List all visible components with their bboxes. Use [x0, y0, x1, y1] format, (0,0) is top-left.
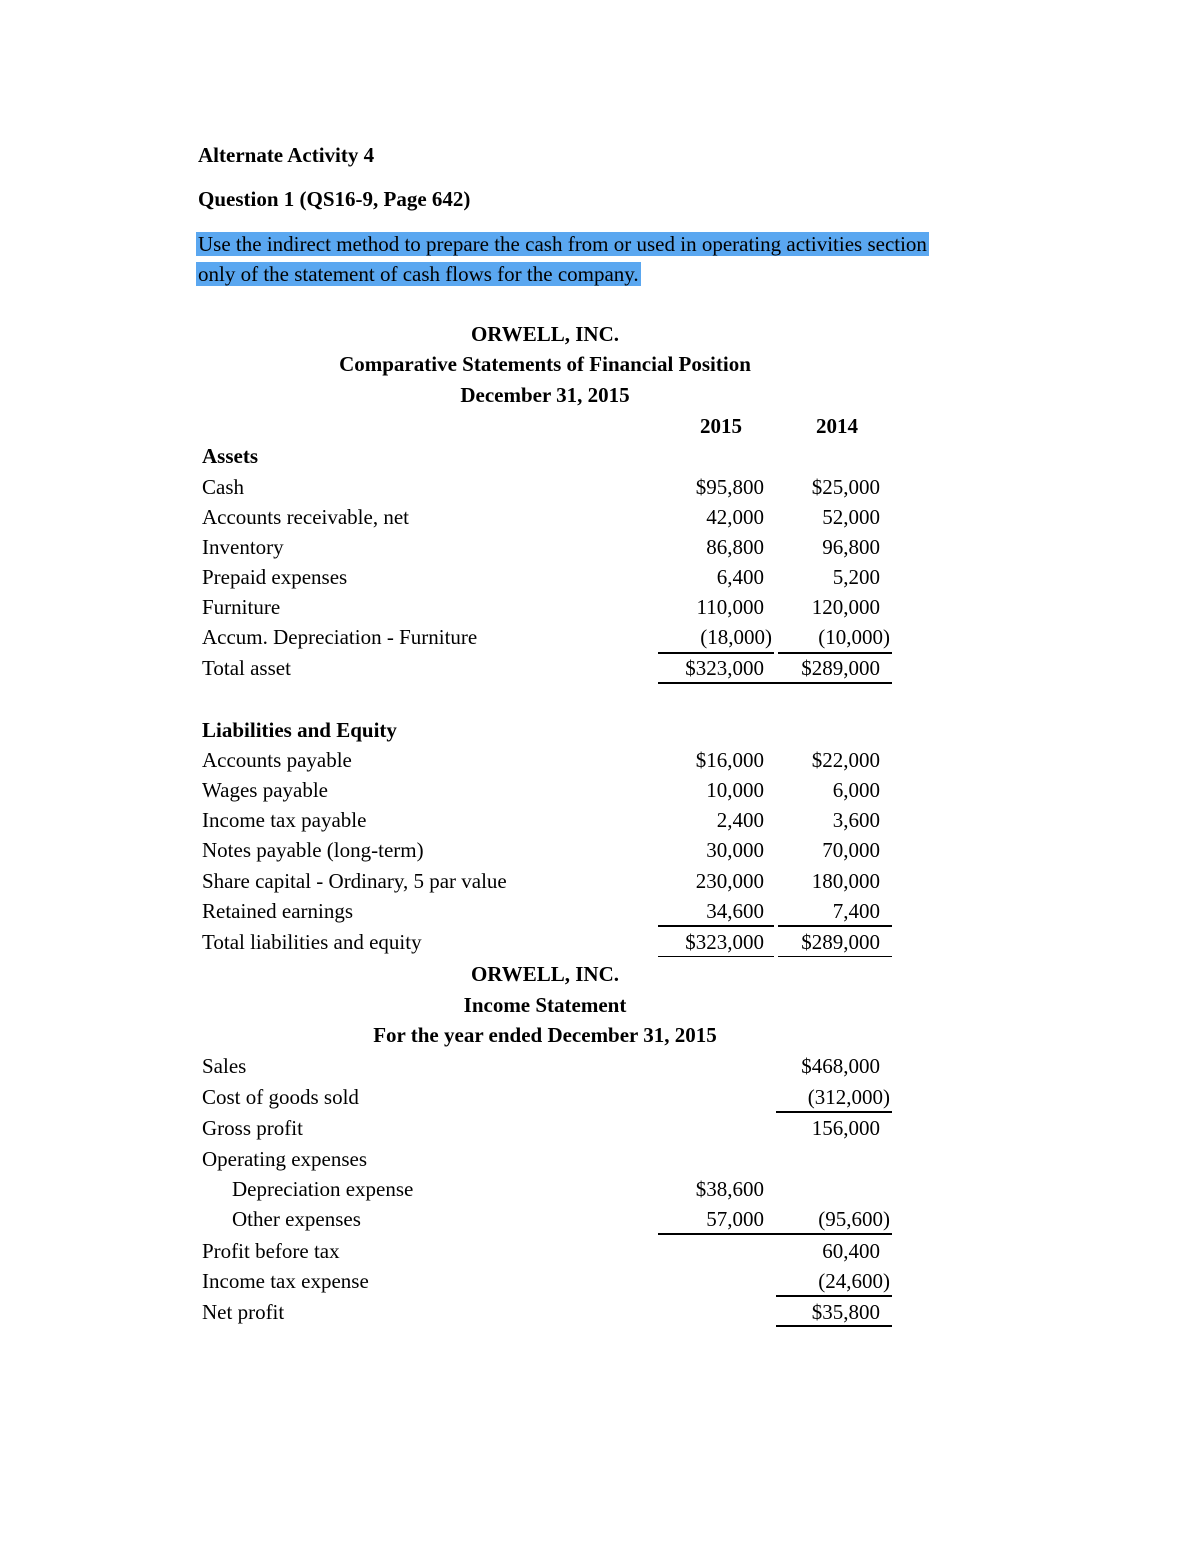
- table-row: [202, 622, 892, 652]
- subtotal-rule: [658, 1233, 892, 1235]
- value-2015: 2,400: [716, 808, 764, 832]
- row-label: Other expenses: [232, 1207, 361, 1231]
- value-2014: $25,000: [811, 475, 880, 499]
- table-row: [202, 866, 892, 896]
- row-label: Net profit: [202, 1300, 285, 1324]
- total-rule: [658, 956, 774, 957]
- value-2015: 110,000: [696, 595, 764, 619]
- value-2015: 42,000: [706, 505, 764, 529]
- table-row: [202, 1174, 892, 1204]
- instruction-line-2: [196, 262, 641, 287]
- instruction-text-1: Use the indirect method to prepare the cash from or used in operating activities section: [198, 232, 927, 256]
- value-detail: 57,000: [706, 1207, 764, 1231]
- value-2014: 120,000: [811, 595, 880, 619]
- bs-company: ORWELL, INC.: [470, 322, 620, 346]
- value-2015: 34,600: [706, 899, 764, 923]
- table-row: [202, 1051, 892, 1081]
- value-2015: $16,000: [695, 748, 764, 772]
- row-label: Accum. Depreciation - Furniture: [202, 625, 478, 649]
- row-label: Income tax payable: [202, 808, 367, 832]
- row-label: Operating expenses: [202, 1147, 368, 1171]
- row-label: Depreciation expense: [232, 1177, 414, 1201]
- bs-title: Comparative Statements of Financial Position: [339, 352, 751, 376]
- value-total: (95,600): [818, 1207, 890, 1231]
- value-total: (24,600): [818, 1269, 890, 1293]
- table-row: [202, 1266, 892, 1296]
- table-row: [202, 805, 892, 835]
- liabilities-header: [202, 715, 892, 745]
- value-2015: 6,400: [716, 565, 764, 589]
- value-2014: 52,000: [822, 505, 880, 529]
- liabilities-header-label: Liabilities and Equity: [202, 718, 397, 742]
- value-total: $468,000: [801, 1054, 880, 1078]
- row-label: Profit before tax: [202, 1239, 340, 1263]
- value-2015: 86,800: [706, 535, 764, 559]
- total-rule: [658, 682, 892, 684]
- table-row: [202, 472, 892, 502]
- row-label: Total liabilities and equity: [202, 930, 422, 954]
- bs-date: December 31, 2015: [460, 383, 630, 407]
- row-label: Total asset: [202, 656, 291, 680]
- value-2014: 7,400: [832, 899, 880, 923]
- value-2015: $323,000: [685, 930, 764, 954]
- row-label: Gross profit: [202, 1116, 303, 1140]
- value-total: 60,400: [822, 1239, 880, 1263]
- value-detail: $38,600: [695, 1177, 764, 1201]
- instruction-line-1: [196, 232, 929, 257]
- assets-header: [202, 441, 892, 471]
- row-label: Cost of goods sold: [202, 1085, 359, 1109]
- table-row: [202, 896, 892, 926]
- is-period: For the year ended December 31, 2015: [373, 1023, 717, 1047]
- value-2014: $289,000: [801, 656, 880, 680]
- value-2015: $95,800: [695, 475, 764, 499]
- row-label: Prepaid expenses: [202, 565, 348, 589]
- value-2014: 96,800: [822, 535, 880, 559]
- col-header-2015: 2015: [700, 414, 742, 438]
- value-2015: 30,000: [706, 838, 764, 862]
- table-row: [202, 502, 892, 532]
- value-total: 156,000: [811, 1116, 880, 1140]
- value-2015: 10,000: [706, 778, 764, 802]
- value-2015: (18,000): [700, 625, 772, 649]
- is-title: Income Statement: [463, 993, 627, 1017]
- table-row: [202, 745, 892, 775]
- table-row: [202, 653, 892, 683]
- instruction-text-2: only of the statement of cash flows for the company.: [198, 262, 639, 286]
- value-2014: 3,600: [832, 808, 880, 832]
- activity-title: Alternate Activity 4: [198, 143, 375, 167]
- col-header-2014: 2014: [816, 414, 858, 438]
- value-2014: 70,000: [822, 838, 880, 862]
- table-row: [202, 1204, 892, 1234]
- row-label: Inventory: [202, 535, 284, 559]
- is-company: ORWELL, INC.: [470, 962, 620, 986]
- total-rule: [778, 956, 892, 957]
- row-label: Accounts payable: [202, 748, 352, 772]
- value-2015: $323,000: [685, 656, 764, 680]
- table-row: [202, 1082, 892, 1112]
- table-row: [202, 532, 892, 562]
- table-row: [202, 1144, 892, 1174]
- assets-header-label: Assets: [202, 444, 258, 468]
- value-2014: $22,000: [811, 748, 880, 772]
- row-label: Furniture: [202, 595, 281, 619]
- table-row: [202, 592, 892, 622]
- table-row: [202, 835, 892, 865]
- table-row: [202, 1236, 892, 1266]
- value-2014: $289,000: [801, 930, 880, 954]
- row-label: Income tax expense: [202, 1269, 369, 1293]
- value-2014: 5,200: [832, 565, 880, 589]
- table-row: [202, 927, 892, 957]
- value-2015: 230,000: [695, 869, 764, 893]
- value-total: (312,000): [807, 1085, 890, 1109]
- row-label: Sales: [202, 1054, 247, 1078]
- question-title: Question 1 (QS16-9, Page 642): [198, 187, 471, 211]
- row-label: Share capital - Ordinary, 5 par value: [202, 869, 507, 893]
- row-label: Accounts receivable, net: [202, 505, 409, 529]
- table-row: [202, 562, 892, 592]
- row-label: Cash: [202, 475, 244, 499]
- value-total: $35,800: [811, 1300, 880, 1324]
- table-row: [202, 1113, 892, 1143]
- value-2014: 6,000: [832, 778, 880, 802]
- value-2014: 180,000: [811, 869, 880, 893]
- row-label: Wages payable: [202, 778, 328, 802]
- value-2014: (10,000): [818, 625, 890, 649]
- total-rule: [776, 1325, 892, 1327]
- bs-column-headers: [202, 411, 892, 441]
- row-label: Notes payable (long-term): [202, 838, 424, 862]
- table-row: [202, 775, 892, 805]
- table-row: [202, 1297, 892, 1327]
- row-label: Retained earnings: [202, 899, 354, 923]
